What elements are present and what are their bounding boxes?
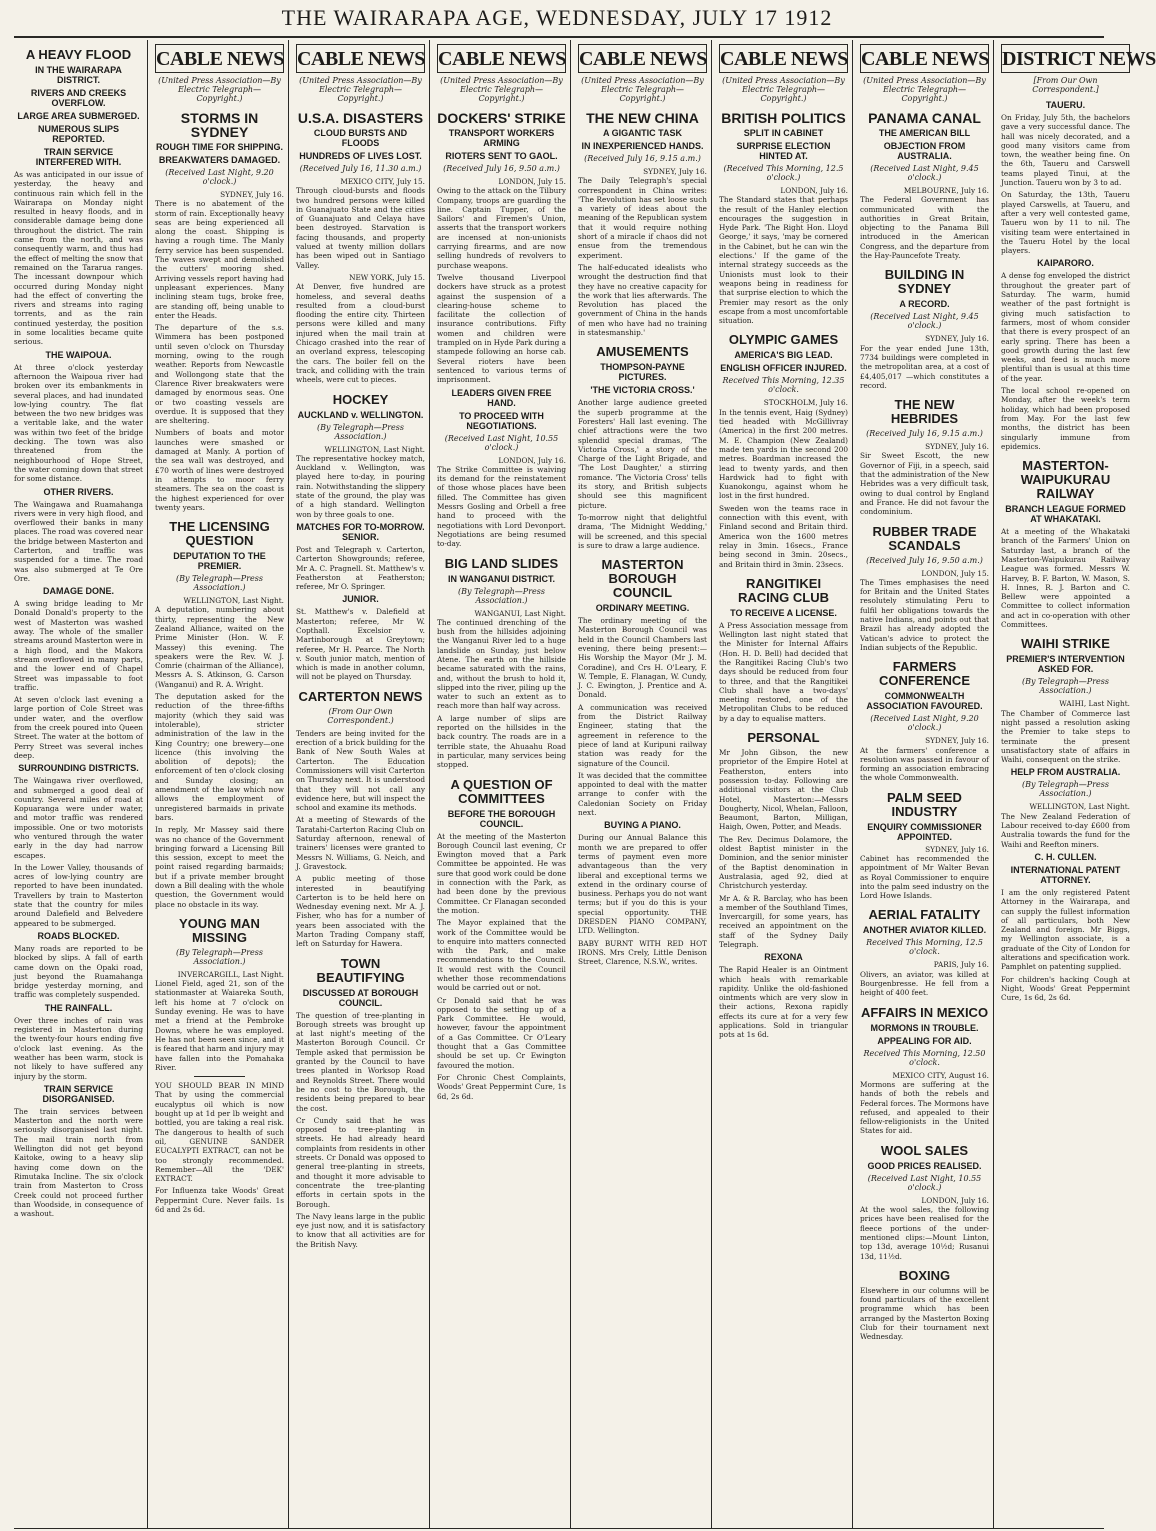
article-subhead: HUNDREDS OF LIVES LOST. — [299, 151, 422, 161]
article-paragraph: A deputation, numbering about thirty, representing the New Zealand Alliance, waited on the Prime Minister (Hon. W. F. Massey) this evening. The speakers were the Rev. W. J. Comrie (chairman of the Alliance), Messrs A. S. Atkinson, G. Carson (Wanganui) and R. A. Wright. — [155, 605, 284, 689]
article-subhead: REXONA — [764, 952, 803, 963]
received-line: Received This Morning, 12.5 o'clock. — [866, 938, 983, 957]
article-paragraph: In reply, Mr Massey said there was no chance of the Government bringing forward a Licensing Bill this session, except to meet the point raised regarding barmaids; but if a private member brought down a Bill dealing with the whole question, the Government would place no obstacle in its way. — [155, 825, 284, 909]
article-subhead: IN WANGANUI DISTRICT. — [448, 573, 555, 584]
dateline: NEW YORK, July 15. — [349, 272, 425, 282]
article-headline: CARTERTON NEWS — [298, 688, 423, 704]
dateline: MELBOURNE, July 16. — [903, 186, 989, 195]
article-headline: DOCKERS' STRIKE — [437, 110, 566, 126]
article-paragraph: The departure of the s.s. Wimmera has been postponed until seven o'clock on Thursday morning, owing to the rough weather. Reports from Newcastle and Wollongong state that the Clarence River breakwaters were damaged by enormous seas. One or two coasting vessels are overdue. It is supposed that they are sheltering. — [155, 323, 284, 426]
wire-credit: (United Press Association—By Electric Telegraph—Copyright.) — [158, 76, 281, 103]
masthead — [0, 0, 1114, 36]
article-paragraph: At the wool sales, the following prices have been realised for the fleece portions of the under-mentioned clips:—Mount Linton, top 13d, average 10½d; Rusanui 13d, 11½d. — [860, 1205, 989, 1261]
article-paragraph: The Mayor explained that the work of the Committee would be to enquire into matters connected with the Park, and make recommendations to the Council. It would rest with the Council whether those recommendations would be carried out or not. — [437, 918, 566, 993]
dateline: LONDON, July 16. — [921, 1195, 989, 1205]
column-4 — [437, 40, 571, 1528]
dateline: STOCKHOLM, July 16. — [763, 398, 848, 408]
received-line: Received This Morning, 12.35 o'clock. — [722, 376, 845, 395]
article-paragraph: Numbers of boats and motor launches were smashed or damaged at Manly. A portion of the sea wall was destroyed, and £70 worth of lines were destroyed in attempts to moor ferry steamers. The sea on the coast is the highest experienced for over twenty years. — [155, 428, 284, 512]
article-paragraph: Olivers, an aviator, was killed at Bourgenbresse. He fell from a height of 400 feet. — [860, 969, 989, 998]
article-subhead: ENGLISH OFFICER INJURED. — [720, 363, 847, 374]
article-paragraph: During our Annual Balance this month we are prepared to offer terms of payment even more advantageous than the very liberal and exceptional terms we extend in the ordinary course of business. Perhaps you do not want terms; but if you do this is your special opportunity. THE DRESDEN PIANO COMPANY, LTD. Wellington. — [578, 833, 707, 936]
article-subhead: ROUGH TIME FOR SHIPPING. — [155, 142, 283, 152]
article-headline: TOWN BEAUTIFYING — [316, 955, 405, 985]
article-subhead: SURPRISE ELECTION HINTED AT. — [736, 141, 831, 161]
dateline: INVERCARGILL, Last Night. — [177, 969, 284, 979]
article-headline: BOXING — [898, 1267, 951, 1283]
article-subhead: TRANSPORT WORKERS ARMING — [448, 128, 555, 148]
article-paragraph: For Influenza take Woods' Great Peppermint Cure. Never fails. 1s 6d and 2s 6d. — [155, 1186, 284, 1215]
article-paragraph: The Rev. Decimus Dolamore, the oldest Baptist minister in the Dominion, and the senior minister of the Baptist denomination in Australasia, aged 92, died at Christchurch yesterday. — [719, 834, 848, 891]
section-banner: CABLE NEWS — [860, 44, 989, 73]
article-subhead: KAIPARORO. — [1037, 258, 1094, 269]
article-paragraph: Twelve thousand Liverpool dockers have struck as a protest against the suspension of a clearing-house scheme to facilitate the collection of insurance contributions. Fifty women and children were trampled on in Hyde Park during a stampede following an horse cab. Several rioters have been sentenced to various terms of imprisonment. — [437, 272, 566, 385]
article-paragraph: At Denver, five hundred are homeless, and several deaths resulted from a cloud-burst flooding the entire city. Thirteen persons were killed and many injured when the mail train at Chicago crashed into the rear of an overland express, telescoping the cars. The boiler fell on the track, and colliding with the train wheels, were cut to pieces. — [296, 282, 425, 385]
article-headline: BUILDING IN SYDNEY — [884, 267, 965, 297]
article-subhead: ROADS BLOCKED. — [37, 930, 120, 941]
article-subhead: THE RAINFALL. — [44, 1002, 113, 1013]
received-line: (Received July 16, 9.50 a.m.) — [866, 555, 983, 565]
article-paragraph: Tenders are being invited for the erection of a brick building for the Bank of New South Wales at Carterton. The Education Commissioners will visit Carterton on Thursday next. It is understood that they will not call any evidence here, but will inspect the school and examine its methods. — [296, 728, 425, 813]
article-subhead: MATCHES FOR TO-MORROW. SENIOR. — [296, 521, 425, 542]
article-paragraph: The local school re-opened on Monday, after the week's term holiday, which had been proposed from May. For the last few months, the district has been singularly immune from epidemics. — [1001, 386, 1130, 451]
column-8 — [1001, 40, 1156, 1528]
article-headline: HOCKEY — [332, 391, 389, 407]
article-subhead: DAMAGE DONE. — [42, 586, 114, 597]
article-headline: A QUESTION OF COMMITTEES — [450, 776, 553, 806]
received-line: (Received This Morning, 12.5 o'clock.) — [723, 164, 844, 182]
column-7 — [860, 40, 994, 1528]
article-subhead: C. H. CULLEN. — [1034, 851, 1097, 862]
article-subhead: A GIGANTIC TASK — [603, 128, 682, 138]
article-paragraph: Owing to the attack on the Tilbury Company, troops are guarding the line. Captain Tupper, of the Sailors' and Firemen's Union, asserts that the transport workers are incensed at non-unionists carrying firearms, and are now selling hundreds of revolvers to purchase weapons. — [437, 186, 566, 270]
article-paragraph: At seven o'clock last evening a large portion of Cole Street was under water, and the overflow from the creek poured into Queen Street. The water at the bottom of Perry Street was several inches deep. — [14, 695, 143, 760]
article-paragraph: A swing bridge leading to Mr Donald Donald's property to the west of Masterton was washed away. The whole of the smaller streams around Masterton were in a high flood, and the Makora stream overflowed in many parts, and the lower end of Chapel Street was impassable to foot traffic. — [14, 599, 143, 692]
article-headline: BRITISH POLITICS — [721, 110, 846, 126]
wire-credit: (United Press Association—By Electric Telegraph—Copyright.) — [863, 76, 986, 103]
wire-credit: (United Press Association—By Electric Telegraph—Copyright.) — [722, 76, 845, 103]
wire-credit: (United Press Association—By Electric Telegraph—Copyright.) — [440, 76, 563, 103]
wire-credit: (United Press Association—By Electric Telegraph—Copyright.) — [581, 76, 704, 103]
article-subhead: THE AMERICAN BILL — [878, 128, 971, 138]
article-headline: U.S.A. DISASTERS — [297, 110, 424, 126]
article-paragraph: A communication was received from the District Railway Engineer, stating that the agreement in reference to the piece of land at Kuripuni railway station was ready for the signature of the Council. — [578, 702, 707, 768]
article-headline: WOOL SALES — [880, 1142, 969, 1158]
article-paragraph: I am the only registered Patent Attorney in the Wairarapa, and can supply the fullest information of all particulars, both New Zealand and foreign. Mr Biggs, my Wellington associate, is a graduate of the City of London for alterations and specification work. Pamphlet on patenting supplied. — [1001, 887, 1130, 972]
dateline: SYDNEY, July 16. — [925, 844, 989, 854]
article-subhead: BREAKWATERS DAMAGED. — [158, 155, 281, 165]
article-subhead: BUYING A PIANO. — [604, 820, 681, 831]
article-paragraph: Many roads are reported to be blocked by slips. A fall of earth came down on the Opaki road, just beyond the Ruamahanga bridge yesterday morning, and traffic was completely suspended. — [14, 943, 143, 1000]
received-line: (Received July 16, 9.15 a.m.) — [866, 429, 983, 439]
received-line: (Received Last Night, 9.45 o'clock.) — [870, 164, 979, 182]
article-paragraph: Cabinet has recommended the appointment of Mr Walter Bevan as Royal Commissioner to enquire into the palm seed industry on the Lord Howe Islands. — [860, 853, 989, 901]
article-headline: AMUSEMENTS — [596, 344, 689, 360]
article-headline: RANGITIKEI RACING CLUB — [738, 575, 829, 605]
article-subhead: LEADERS GIVEN FREE HAND. — [451, 387, 552, 408]
article-paragraph: The train services between Masterton and the north were seriously disorganised last night. The mail train north from Wellington did not get beyond Kaitoke, owing to a heavy slip having come down on the Rimutaka Incline. The six o'clock train from Masterton to Cross Creek could not proceed further than Woodside, in consequence of a washout. — [14, 1106, 143, 1219]
article-paragraph: Cr Donald said that he was opposed to the setting up of a Park Committee. He would, however, favour the appointment of a Gas Committee. Cr O'Leary thought that a Gas Committee should be set up. Cr Ewington favoured the motion. — [437, 995, 566, 1070]
received-line: (Received Last Night, 9.20 o'clock.) — [165, 168, 274, 186]
received-line: (Received July 16, 9.15 a.m.) — [584, 154, 701, 163]
article-paragraph: Sweden won the teams race in connection with this event, with Finland second and Britain third. America won the 1600 metres relay in 3min. 16secs., France being second in 3min. 20secs., and Britain third in 3min. 23secs. — [719, 503, 848, 569]
article-paragraph: YOU SHOULD BEAR IN MIND That by using the commercial eucalyptus oil which is now bought up at 1d per lb weight and bottled, you are taking a real risk. The dangerous to health of such oil, GENUINE SANDER EUCALYPTI EXTRACT, can not be too strongly recommended. Remember—All the 'DEK' EXTRACT. — [155, 1081, 284, 1184]
article-headline: AFFAIRS IN MEXICO — [860, 1004, 989, 1020]
article-headline: PANAMA CANAL — [868, 110, 981, 126]
article-paragraph: A Press Association message from Wellington last night stated that the Minister for Internal Affairs (Hon. H. D. Bell) had decided that the Rangitikei Racing Club's two days should be reduced from four to three, and that the Rangitikei Club shall have a two-days' meeting restored, one of the Metropolitan Clubs to be reduced by a day to equalise matters. — [719, 620, 848, 723]
article-paragraph: At three o'clock yesterday afternoon the Waipoua river had broken over its embankments in several places, and had inundated low-lying country. The flat between the two new bridges was a veritable lake, and the water was within two feet of the bridge decking. The town was also threatened from the neighbourhood of Hope Street, the water coming down that street for some distance. — [14, 362, 143, 484]
article-subhead: 'THE VICTORIA CROSS.' — [590, 385, 695, 396]
article-subhead: ENQUIRY COMMISSIONER APPOINTED. — [867, 821, 982, 842]
dateline: WELLINGTON, Last Night. — [1029, 802, 1130, 812]
article-headline: AERIAL FATALITY — [868, 907, 981, 923]
article-paragraph: The Waingawa and Ruamahanga rivers were in very high flood, and overflowed their banks in many places. The road was covered near the bridge between Masterton and Carterton, and traffic was suspended for a time. The road was also submerged at Te Ore Ore. — [14, 499, 143, 583]
article-paragraph: The Daily Telegraph's special correspondent in China writes: 'The Revolution has set loose such a variety of ideas about the meaning of the Republican system that it would require nothing short of a miracle if chaos did not ensue from the tremendous experiment. — [578, 176, 707, 260]
received-line: Received This Morning, 12.50 o'clock. — [863, 1048, 986, 1067]
divider — [194, 1076, 246, 1077]
article-subhead: CLOUD BURSTS AND FLOODS — [313, 128, 408, 148]
dateline: SYDNEY, July 16. — [925, 442, 989, 452]
dateline: MEXICO CITY, July 15. — [340, 177, 425, 186]
article-paragraph: The question of tree-planting in Borough streets was brought up at last night's meeting of the Masterton Borough Council. Cr Temple asked that permission be granted by the Council to have trees planted in Worksop Road and Reynolds Street. There would be no cost to the Borough, the residents being prepared to bear the cost. — [296, 1010, 425, 1113]
article-subhead: OBJECTION FROM AUSTRALIA. — [883, 141, 966, 161]
received-line: (By Telegraph—Press Association.) — [1022, 780, 1109, 799]
article-paragraph: The continued drenching of the bush from the hillsides adjoining the Wanganui River led to a huge landslide on Sunday, just below Atene. The earth on the hillside became saturated with the rains, and, without the brush to hold it, slipped into the river, piling up the water to such an extent as to reach more than half way across. — [437, 617, 566, 711]
article-headline: THE LICENSING QUESTION — [169, 519, 270, 549]
section-banner: CABLE NEWS — [155, 44, 284, 73]
article-headline: MASTERTON BOROUGH COUNCIL — [601, 557, 684, 601]
section-banner: CABLE NEWS — [437, 44, 566, 73]
article-subhead: TRAIN SERVICE DISORGANISED. — [42, 1083, 115, 1104]
column-1 — [14, 40, 148, 1528]
article-paragraph: The Navy leans large in the public eye just now, and it is satisfactory to know that all activities are for the British Navy. — [296, 1211, 425, 1249]
article-paragraph: There is no abatement of the storm of rain. Exceptionally heavy seas are being experienced all along the coast. Shipping is having a rough time. The Manly ferry service has been suspended. The waves swept and demolished the cutters' mooring shed. Arriving vessels report having had unpleasant experiences. Many inclining steam tugs, broke free, are standing off, being unable to enter the Heads. — [155, 199, 284, 320]
article-paragraph: A large number of slips are reported on the hillsides in the back country. The roads are in a terrible state, the Ahuaahu Road in particular, many services being stopped. — [437, 713, 566, 770]
article-paragraph: For the year ended June 13th, 7734 buildings were completed in the metropolitan area, at a cost of £4,405,017 —which constitutes a record. — [860, 343, 989, 390]
article-paragraph: As was anticipated in our issue of yesterday, the heavy and continuous rain which fell in the Wairarapa on Monday night resulted in heavy floods, and in considerable damage being done throughout the district. The rain came from the north, and was consequently warm, and thus had the effect of melting the snow that remained on the Tararua ranges. The incessant downpour which occurred during Monday night had the effect of converting the rivers and streams into raging torrents, and as the rain continued yesterday, the position in some localities became quite serious. — [14, 170, 143, 347]
article-paragraph: Cr Cundy said that he was opposed to tree-planting in streets. He had already heard complaints from residents in other streets. Cr Donald was opposed to general tree-planting in streets, and thought it more advisable to concentrate the tree-planting efforts in certain spots in the Borough. — [296, 1115, 425, 1209]
article-headline: RUBBER TRADE SCANDALS — [872, 523, 977, 553]
article-paragraph: Mr John Gibson, the new proprietor of the Empire Hotel at Featherston, enters into possession to-day. Following are additional visitors at the Club Hotel, Masterton:—Messrs Dougherty, Nicol, Whelan, Falloon, Beaumont, Barton, Milligan, Haigh, Owen, Potter, and Meads. — [719, 748, 848, 832]
wire-credit: [From Our Own Correspondent.] — [1032, 76, 1099, 94]
article-headline: BIG LAND SLIDES — [444, 555, 559, 571]
received-line: (By Telegraph—Press Association.) — [1022, 677, 1109, 696]
article-paragraph: The deputation asked for the reduction of the three-fifths majority (which they said was intolerable), stricter administration of the law in the King Country; one brewery—one licence (this involving the abolition of depots); the enforcement of ten o'clock closing and Sunday closing; an amendment of the law which now allows the employment of unregistered barmaids in private bars. — [155, 692, 284, 822]
article-subhead: SURROUNDING DISTRICTS. — [18, 763, 139, 774]
received-line: (Received July 16, 11.30 a.m.) — [299, 164, 422, 173]
dateline: SYDNEY, July 16. — [220, 190, 284, 199]
article-subhead: COMMONWEALTH ASSOCIATION FAVOURED. — [866, 691, 983, 712]
article-paragraph: The Rapid Healer is an Ointment which heals with remarkable rapidity. Unlike the old-fashioned ointments which are very slow in their actions, Rexona rapidly effects its cure at for a very few applications. Sold in triangular pots at 1s 6d. — [719, 965, 848, 1040]
article-paragraph: Another large audience greeted the superb programme at the Foresters' Hall last evening. The chief attractions were the two splendid special dramas, 'The Victoria Cross,' a story of the Charge of the Light Brigade, and 'The Lost Daughter,' a stirring romance. 'The Victoria Cross' tells its story, and British subjects should see this magnificent picture. — [578, 398, 707, 510]
article-subhead: APPEALING FOR AID. — [877, 1035, 972, 1046]
article-subhead: AMERICA'S BIG LEAD. — [734, 350, 833, 361]
article-paragraph: The Strike Committee is waiving its demand for the reinstatement of those whose places have been filled. The Committee has given Messrs Gosling and Orbell a free hand to proceed with the negotiations with Lord Devonport. Negotiations are being resumed to-day. — [437, 464, 566, 549]
article-headline: THE NEW HEBRIDES — [890, 397, 959, 427]
article-subhead: RIVERS AND CREEKS OVERFLOW. — [30, 88, 127, 108]
article-paragraph: The Federal Government has communicated with the authorities in Great Britain, objecting to the Panama Bill introduced in the American Congress, and the departure from the Hay-Pauncefote Treaty. — [860, 195, 989, 261]
article-subhead: SPLIT IN CABINET — [743, 128, 824, 138]
article-subhead: THE WAIPOUA. — [45, 349, 112, 360]
column-6 — [719, 40, 853, 1528]
article-headline: PERSONAL — [747, 730, 820, 746]
dateline: SYDNEY, July 16. — [643, 167, 707, 176]
article-paragraph: Mr A. & R. Barclay, who has been a member of the Southland Times, Invercargill, for some years, has received an appointment on the staff of the Sydney Daily Telegraph. — [719, 893, 848, 949]
article-paragraph: The half-educated idealists who wrought the destruction find that they have no creative capacity for the work that lies afterwards. The Revolution has placed the government of China in the hands of men who have had no training in statesmanship.' — [578, 262, 707, 338]
article-subhead: BEFORE THE BOROUGH COUNCIL. — [447, 808, 556, 829]
dateline: PARIS, July 16. — [933, 960, 989, 970]
article-paragraph: On Friday, July 5th, the bachelors gave a very successful dance. The hall was nicely decorated, and a good many visitors came from town, the weather being fine. On the 6th, Taueru and Carswell teams played Tinui, at the Junction. Taueru won by 3 to ad. — [1001, 113, 1130, 188]
article-subhead: RIOTERS SENT TO GAOL. — [445, 151, 558, 161]
article-paragraph: At a meeting of Stewards of the Taratahi-Carterton Racing Club on Saturday afternoon, renewal of trainers' licenses were granted to Messrs N. Williams, G. Neich, and J. Gravestock. — [296, 815, 425, 871]
dateline: WAIHI, Last Night. — [1059, 699, 1130, 709]
article-headline: FARMERS CONFERENCE — [878, 659, 970, 689]
article-paragraph: The Chamber of Commerce last night passed a resolution asking the Premier to take steps to terminate the present unsatisfactory state of affairs in Waihi, consequent on the strike. — [1001, 708, 1130, 765]
dateline: WELLINGTON, Last Night. — [183, 596, 284, 606]
article-subhead: IN THE WAIRARAPA DISTRICT. — [35, 65, 122, 85]
wire-credit: (United Press Association—By Electric Telegraph—Copyright.) — [299, 76, 422, 103]
article-paragraph: BABY BURNT WITH RED HOT IRONS. Mrs Crely, Little Denison Street, Clarence, N.S.W., writes. — [578, 938, 707, 967]
article-paragraph: The representative hockey match, Auckland v. Wellington, was played here to-day, in pouring rain. Notwithstanding the slippery state of the ground, the play was of a high standard. Wellington won by three goals to one. — [296, 453, 425, 519]
article-paragraph: At the farmers' conference a resolution was passed in favour of forming an association embracing the whole Commonwealth. — [860, 745, 989, 783]
article-subhead: MORMONS IN TROUBLE. — [870, 1022, 979, 1033]
received-line: (Received Last Night, 9.20 o'clock.) — [870, 714, 979, 733]
article-subhead: TRAIN SERVICE INTERFERED WITH. — [35, 147, 122, 167]
article-headline: OLYMPIC GAMES — [728, 332, 839, 348]
article-subhead: INTERNATIONAL PATENT ATTORNEY. — [1010, 864, 1121, 885]
article-subhead: NUMEROUS SLIPS REPORTED. — [37, 124, 119, 144]
received-line: (By Telegraph—Press Association.) — [176, 574, 263, 593]
article-paragraph: For Chronic Chest Complaints, Woods' Great Peppermint Cure, 1s 6d, 2s 6d. — [437, 1072, 566, 1101]
article-subhead: DEPUTATION TO THE PREMIER. — [173, 551, 266, 572]
article-subhead: LARGE AREA SUBMERGED. — [17, 111, 140, 121]
article-paragraph: A public meeting of those interested in beautifying Carterton is to be held here on Wednesday evening next. Mr A. J. Fisher, who has for a number of years been associated with the Marton Trading Company staff, left on Saturday for Hawera. — [296, 874, 425, 949]
article-paragraph: The Standard states that perhaps the result of the Hanley election encourages the suggestion in Hyde Park. 'The Right Hon. Lloyd George,' it says, 'may be cornered in the Cabinet, but he can win the elections.' If the game of the internal strategy succeeds as the Unionists must look to their weapons being in readiness for that surprise election to which the Premier may resort as the only escape from a most uncomfortable situation. — [719, 195, 848, 326]
received-line: (Received Last Night, 10.55 o'clock.) — [444, 433, 559, 452]
section-banner: CABLE NEWS — [719, 44, 848, 73]
article-paragraph: On Saturday, the 13th, Taueru played Carswells, at Taueru, and after a very well contested game, Taueru won by 11 to nil. The visiting team were entertained in the Taueru Hotel by the local players. — [1001, 190, 1130, 256]
article-paragraph: In the tennis event, Haig (Sydney) tied headed with McGillivray (America) in the first 200 metres. M. E. Champion (New Zealand) made ten yards in the second 200 metres. Boardman increased the lead to twenty yards, and then Hardwick had to fight with Kuanokongu, against whom he lost in the first hundred. — [719, 407, 848, 501]
article-subhead: ANOTHER AVIATOR KILLED. — [862, 925, 987, 936]
article-paragraph: The Waingawa river overflowed, and submerged a good deal of country. Several miles of road at Kopuaranga were under water, and motor traffic was rendered impossible. One or two motorists who ventured through the water early in the day had narrow escapes. — [14, 776, 143, 860]
dateline: LONDON, July 16. — [780, 186, 848, 195]
article-subhead: DISCUSSED AT BOROUGH COUNCIL. — [302, 987, 419, 1008]
masthead-title: THE WAIRARAPA AGE, WEDNESDAY, JULY 17 1912 — [281, 5, 833, 30]
dateline: LONDON, July 16. — [498, 455, 566, 465]
article-paragraph: For children's hacking Cough at Night, Woods' Great Peppermint Cure, 1s 6d, 2s 6d. — [1001, 974, 1130, 1003]
article-subhead: GOOD PRICES REALISED. — [867, 1160, 982, 1171]
article-subhead: IN INEXPERIENCED HANDS. — [581, 141, 704, 151]
article-paragraph: Through cloud-bursts and floods two hundred persons were killed in Guanajuato State and the cities of Guanajuato and Celaya have been destroyed. Starvation is facing thousands, and property valued at twenty million dollars has been wiped out in Santiago Valley. — [296, 186, 425, 270]
newspaper-page — [14, 40, 1156, 1528]
article-subhead: BRANCH LEAGUE FORMED AT WHAKATAKI. — [1005, 504, 1126, 525]
received-line: (From Our Own Correspondent.) — [327, 706, 394, 725]
column-5 — [578, 40, 712, 1528]
received-line: (By Telegraph—Press Association.) — [176, 947, 263, 966]
article-subhead: JUNIOR. — [342, 594, 379, 605]
article-paragraph: The ordinary meeting of the Masterton Borough Council was held in the Council Chambers last evening, there being present:—His Worship the Mayor (Mr J. M. Coradine), and Crs H. O'Leary, F. W. Temple, E. Flanagan, W. Cundy, J. C. Ewington, J. Prentice and A. Donald. — [578, 616, 707, 700]
section-banner: DISTRICT NEWS — [1001, 44, 1130, 73]
article-paragraph: St. Matthew's v. Dalefield at Masterton; referee, Mr W. Copthall. Excelsior v. Martinborough at Greytown; referee, Mr H. Pearce. The North v. South junior match, mention of which is made in another column, will not be played on Thursday. — [296, 607, 425, 682]
dateline: WELLINGTON, Last Night. — [324, 444, 425, 454]
article-paragraph: In the Lower Valley, thousands of acres of low-lying country are reported to have been inundated. Travellers by train to Masterton state that the country for miles around Dalefield and Belvedere appeared to be submerged. — [14, 862, 143, 928]
article-paragraph: Lionel Field, aged 21, son of the stationmaster at Waiareka South, left his home at 7 o'clock on Sunday evening. He was to have met a friend at the Pembroke Downs, where he was employed. He has not been seen since, and it is feared that harm and injury may have fallen into the Pomahaka River. — [155, 979, 284, 1072]
article-headline: PALM SEED INDUSTRY — [887, 789, 962, 819]
article-headline: MASTERTON-WAIPUKURAU RAILWAY — [1020, 458, 1111, 502]
column-3 — [296, 40, 430, 1528]
article-paragraph: At the meeting of the Masterton Borough Council last evening, Cr Ewington moved that a Park Committee be appointed. He was sure that good work could be done in connection with the Park, as had been done by the previous Committee. Cr Flanagan seconded the motion. — [437, 831, 567, 915]
dateline: SYDNEY, July 16. — [925, 334, 989, 344]
article-subhead: HELP FROM AUSTRALIA. — [1010, 767, 1121, 778]
article-headline: STORMS IN SYDNEY — [180, 110, 259, 140]
article-paragraph: Over three inches of rain was registered in Masterton during the twenty-four hours ending five o'clock last evening. As the weather has been warm, stock is not likely to have suffered any injury by the storm. — [14, 1015, 143, 1081]
article-subhead: TAUERU. — [1045, 100, 1086, 110]
bottom-rule — [14, 1528, 1104, 1529]
article-subhead: PREMIER'S INTERVENTION ASKED FOR. — [1006, 654, 1125, 675]
article-subhead: TO PROCEED WITH NEGOTIATIONS. — [459, 410, 544, 431]
column-2 — [155, 40, 289, 1528]
dateline: LONDON, July 15. — [921, 568, 989, 578]
dateline: MEXICO CITY, August 16. — [892, 1070, 989, 1080]
dateline: WANGANUI, Last Night. — [474, 608, 566, 618]
article-paragraph: Post and Telegraph v. Carterton, Carterton Showgrounds; referee, Mr A. C. Pragnell. St. Matthew's v. Featherston at Featherston; referee, Mr O. Springer. — [296, 544, 425, 592]
received-line: (By Telegraph—Press Association.) — [458, 586, 545, 605]
article-subhead: OTHER RIVERS. — [43, 486, 114, 497]
dateline: LONDON, July 15. — [498, 177, 566, 186]
article-paragraph: At a meeting of the Whakataki branch of the Farmers' Union on Saturday last, a branch of the Masterton-Waipukurau Railway League was formed. Messrs W. Harvey, B. F. Barton, W. Mason, S. H. Innes, R. J. Barton and C. Bellew were appointed a Committee to collect information and act in co-operation with other Committees. — [1001, 527, 1130, 630]
received-line: (By Telegraph—Press Association.) — [317, 422, 404, 441]
received-line: (Received July 16, 9.50 a.m.) — [443, 164, 560, 173]
article-headline: A HEAVY FLOOD — [25, 47, 132, 62]
article-paragraph: To-morrow night that delightful drama, 'The Midnight Wedding,' will be screened, and this special is sure to draw a large audience. — [578, 512, 707, 550]
article-paragraph: Sir Sweet Escott, the new Governor of Fiji, in a speech, said that the administration of the New Hebrides was a very difficult task, owing to dual control by England and France. He did not favour the condominium. — [860, 451, 989, 517]
masthead-rule — [14, 36, 1104, 38]
dateline: SYDNEY, July 16. — [925, 736, 989, 746]
received-line: (Received Last Night, 9.45 o'clock.) — [870, 312, 979, 331]
article-paragraph: Mormons are suffering at the hands of both the rebels and Federal forces. The Mormons have refused, and appealed to their fellow-religionists in the United States for aid. — [860, 1079, 989, 1136]
article-paragraph: The New Zealand Federation of Labour received to-day £600 from Australia towards the fund for the Waihi and Reefton miners. — [1001, 811, 1130, 849]
section-banner: CABLE NEWS — [296, 44, 425, 73]
article-headline: WAIHI STRIKE — [1021, 636, 1110, 652]
article-subhead: THOMPSON-PAYNE PICTURES. — [600, 362, 685, 383]
article-paragraph: The Times emphasises the need for Britain and the United States resolutely stimulating Peru to fulfil her obligations towards the native Indians, and points out that Brazil has already adopted the Vatican's advice to protect the Indian subjects of the Republic. — [860, 577, 989, 652]
article-subhead: ORDINARY MEETING. — [595, 603, 690, 614]
section-banner: CABLE NEWS — [578, 44, 707, 73]
article-paragraph: A dense fog enveloped the district throughout the greater part of Saturday. The warm, humid weather of the past fortnight is giving much satisfaction to farmers, most of whom consider that there is every prospect of an early spring. There has been a good growth during the last few weeks, and feed is much more plentiful than is usual at this time of the year. — [1001, 271, 1130, 383]
article-subhead: AUCKLAND v. WELLINGTON. — [297, 409, 424, 420]
article-paragraph: Elsewhere in our columns will be found particulars of the excellent programme which has been arranged by the Masterton Boxing Club for their tournament next Wednesday. — [860, 1285, 989, 1342]
article-headline: THE NEW CHINA — [586, 110, 699, 126]
article-subhead: A RECORD. — [899, 299, 950, 310]
article-subhead: TO RECEIVE A LICENSE. — [730, 607, 837, 618]
article-headline: YOUNG MAN MISSING — [179, 915, 260, 945]
received-line: (Received Last Night, 10.55 o'clock.) — [867, 1173, 982, 1192]
article-paragraph: It was decided that the committee appointed to deal with the matter arrange to confer with the Caledonian Society on Friday next. — [578, 770, 707, 818]
